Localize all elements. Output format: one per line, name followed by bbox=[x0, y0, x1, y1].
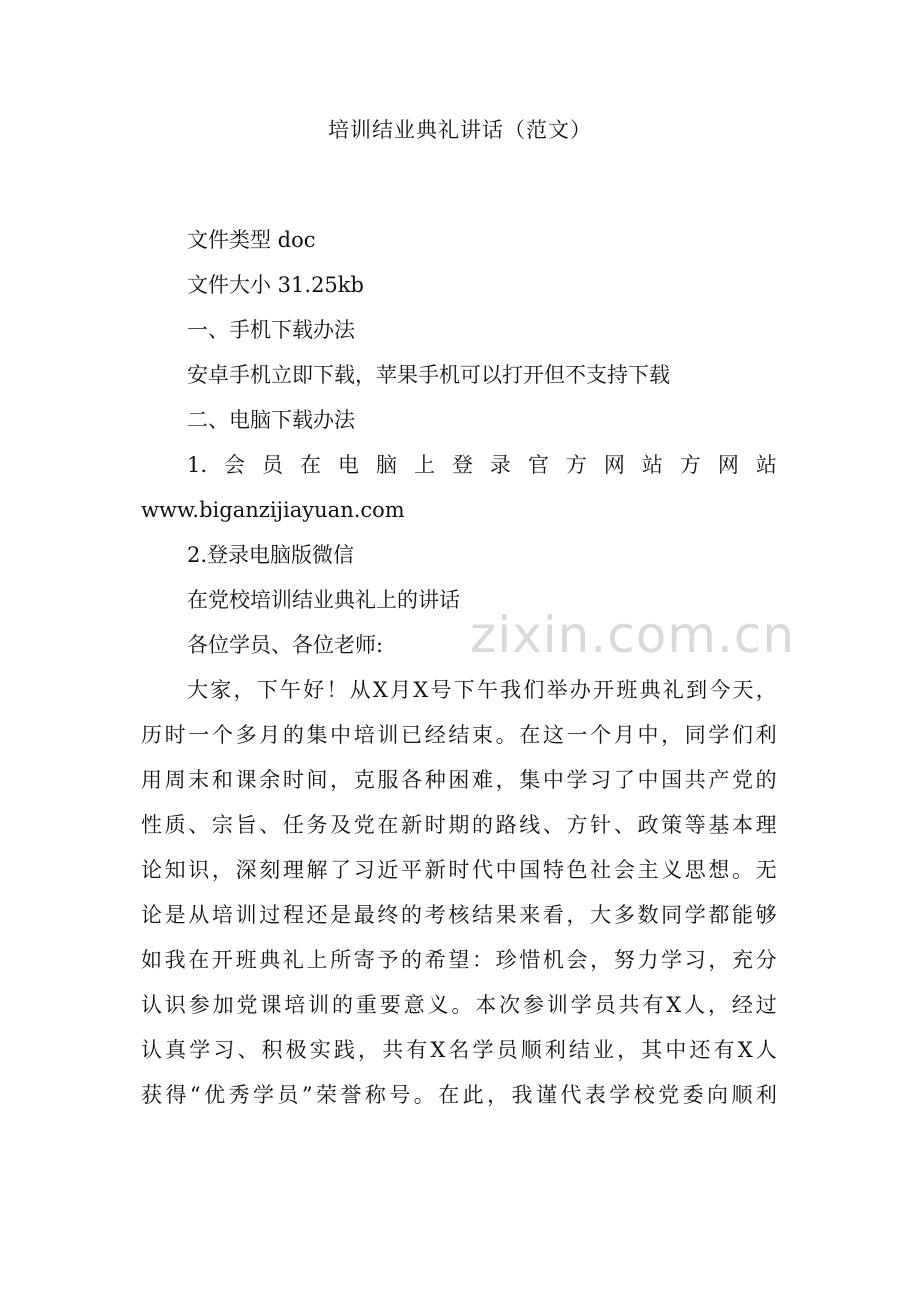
watermark-text: zixin.com.cn bbox=[470, 606, 796, 664]
speech-line: 论 是 从 培 训 过 程 还 是 最 终 的 考 核 结 果 来 看 ， 大 多 数 同 学 都 能 够 bbox=[141, 903, 777, 927]
speech-line: 获 得 “ 优 秀 学 员 ” 荣 誉 称 号 。 在 此 ， 我 谨 代 表 学 校 党 委 向 顺 利 bbox=[141, 1083, 777, 1107]
speech-greeting: 各位学员、各位老师: bbox=[187, 633, 384, 657]
speech-line: 历 时 一 个 多 月 的 集 中 培 训 已 经 结 束 。 在 这 一 个 月 中 ， 同 学 们 利 bbox=[141, 723, 777, 747]
pc-step-2: 2.登录电脑版微信 bbox=[187, 543, 355, 567]
step1-char: 录 bbox=[489, 453, 511, 477]
speech-line: 认 真 学 习 、 积 极 实 践 ， 共 有 X 名 学 员 顺 利 结 业 ， 其 中 还 有 X 人 bbox=[141, 1038, 777, 1062]
mobile-download-text: 安卓手机立即下载，苹果手机可以打开但不支持下载 bbox=[187, 363, 670, 387]
step1-char: 站 bbox=[755, 453, 777, 477]
step1-char: 会 bbox=[224, 453, 246, 477]
step1-char: 登 bbox=[451, 453, 473, 477]
step1-char: 上 bbox=[413, 453, 435, 477]
step1-char: 电 bbox=[337, 453, 359, 477]
step1-char: 脑 bbox=[375, 453, 397, 477]
step1-char: 1. bbox=[187, 453, 208, 477]
speech-line: 论 知 识 ， 深 刻 理 解 了 习 近 平 新 时 代 中 国 特 色 社 会 主 义 思 想 。 无 bbox=[141, 858, 777, 882]
speech-subtitle: 在党校培训结业典礼上的讲话 bbox=[187, 588, 460, 612]
pc-download-heading: 二、电脑下载办法 bbox=[187, 408, 355, 432]
step1-char: 方 bbox=[565, 453, 587, 477]
pc-step-1 bbox=[187, 451, 777, 479]
speech-line: 认 识 参 加 党 课 培 训 的 重 要 意 义 。 本 次 参 训 学 员 共 有 X 人 ， 经 过 bbox=[141, 993, 777, 1017]
step1-char: 网 bbox=[603, 453, 625, 477]
step1-char: 官 bbox=[527, 453, 549, 477]
website-url: www.biganzijiayuan.com bbox=[141, 498, 405, 522]
step1-char: 站 bbox=[641, 453, 663, 477]
speech-line: 大 家 ， 下 午 好 ！ 从 X 月 X 号 下 午 我 们 举 办 开 班 典 礼 到 今 天 ， bbox=[187, 678, 777, 702]
file-type: 文件类型 doc bbox=[187, 228, 316, 252]
speech-line: 性 质 、 宗 旨 、 任 务 及 党 在 新 时 期 的 路 线 、 方 针 、 政 策 等 基 本 理 bbox=[141, 813, 777, 837]
file-size: 文件大小 31.25kb bbox=[187, 273, 364, 297]
speech-line: 如 我 在 开 班 典 礼 上 所 寄 予 的 希 望 ： 珍 惜 机 会 ， 努 力 学 习 ， 充 分 bbox=[141, 948, 777, 972]
step1-char: 员 bbox=[262, 453, 284, 477]
document-title: 培训结业典礼讲话（范文） bbox=[328, 118, 592, 142]
step1-char: 在 bbox=[300, 453, 321, 477]
step1-char: 方 bbox=[679, 453, 701, 477]
mobile-download-heading: 一、手机下载办法 bbox=[187, 318, 355, 342]
step1-char: 网 bbox=[717, 453, 739, 477]
speech-line: 用 周 末 和 课 余 时 间 ， 克 服 各 种 困 难 ， 集 中 学 习 了 中 国 共 产 党 的 bbox=[141, 768, 777, 792]
